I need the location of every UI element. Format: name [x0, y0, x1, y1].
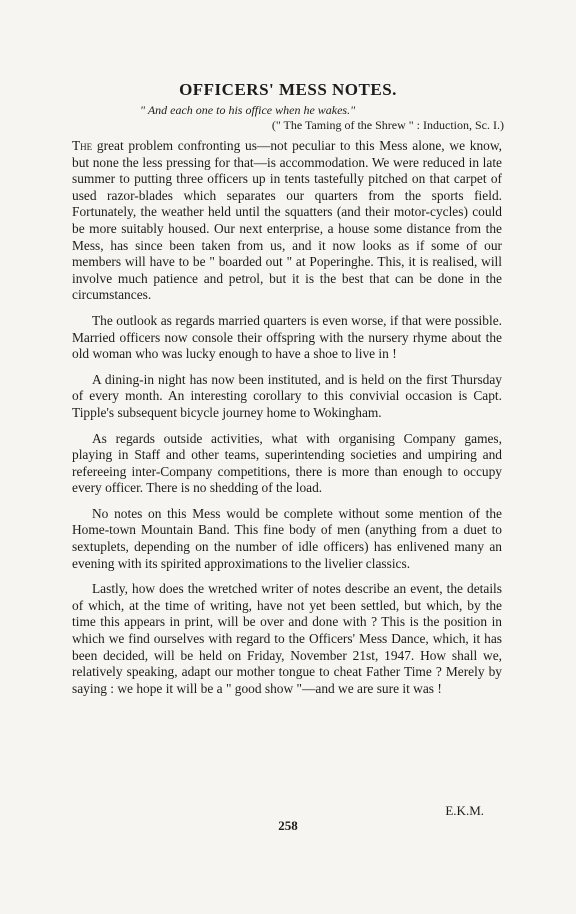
epigraph: " And each one to his office when he wakes.": [140, 103, 356, 117]
paragraph-6: Lastly, how does the wretched writer of notes describe an event, the details of which, at the time of writing, have not yet been settled, but which, by the time this appears in print, will be over and done with ? This is the position in which we find ourselves with regard to the Officers' Mess Dance, which, it has been decided, will be held on Friday, November 21st, 1947. How shall we, relatively speaking, adapt our mother tongue to cheat Father Time ? Merely by saying : we hope it will be a " good show "—and we are sure it was !: [72, 581, 502, 696]
paragraph-4: As regards outside activities, what with organising Company games, playing in Staff and other teams, superintending societies and umpiring and refereeing inter-Company competitions, there is more than enough to occupy every officer. There is no shedding of the load.: [72, 430, 502, 496]
article-body: [72, 138, 502, 706]
paragraph-1-text: great problem confronting us—not peculiar to this Mess alone, we know, but none the less pressing for that—is accommodation. We were reduced in late summer to putting three officers up in tents tastefully pitched on that carpet of used razor-blades which separates our quarters from the sports field. Fortunately, the weather held until the squatters (and their motor-cycles) could be more suitably housed. Our next enterprise, a house some distance from the Mess, has since been taken from us, and it now looks as if some of our members will have to be " boarded out " at Poperinghe. This, it is realised, will involve much patience and petrol, but it is the best that can be done in the circumstances.: [72, 138, 502, 303]
page-title: OFFICERS' MESS NOTES.: [179, 80, 397, 99]
paragraph-1: [72, 138, 502, 304]
first-word: The: [72, 138, 93, 153]
paragraph-5: No notes on this Mess would be complete without some mention of the Home-town Mountain Band. This fine body of men (anything from a duet to sextuplets, depending on the number of idle officers) has enlivened many an evening with its spirited approximations to the livelier classics.: [72, 505, 502, 571]
page-number: 258: [278, 818, 298, 833]
paragraph-3: A dining-in night has now been instituted, and is held on the first Thursday of every month. An interesting corollary to this convivial occasion is Capt. Tipple's subsequent bicycle journey home to Wokingham.: [72, 371, 502, 420]
signature: E.K.M.: [445, 803, 484, 818]
paragraph-2: The outlook as regards married quarters is even worse, if that were possible. Married officers now console their offspring with the nursery rhyme about the old woman who was lucky enough to have a shoe to live in !: [72, 312, 502, 362]
epigraph-source: (" The Taming of the Shrew " : Induction, Sc. I.): [271, 118, 504, 132]
